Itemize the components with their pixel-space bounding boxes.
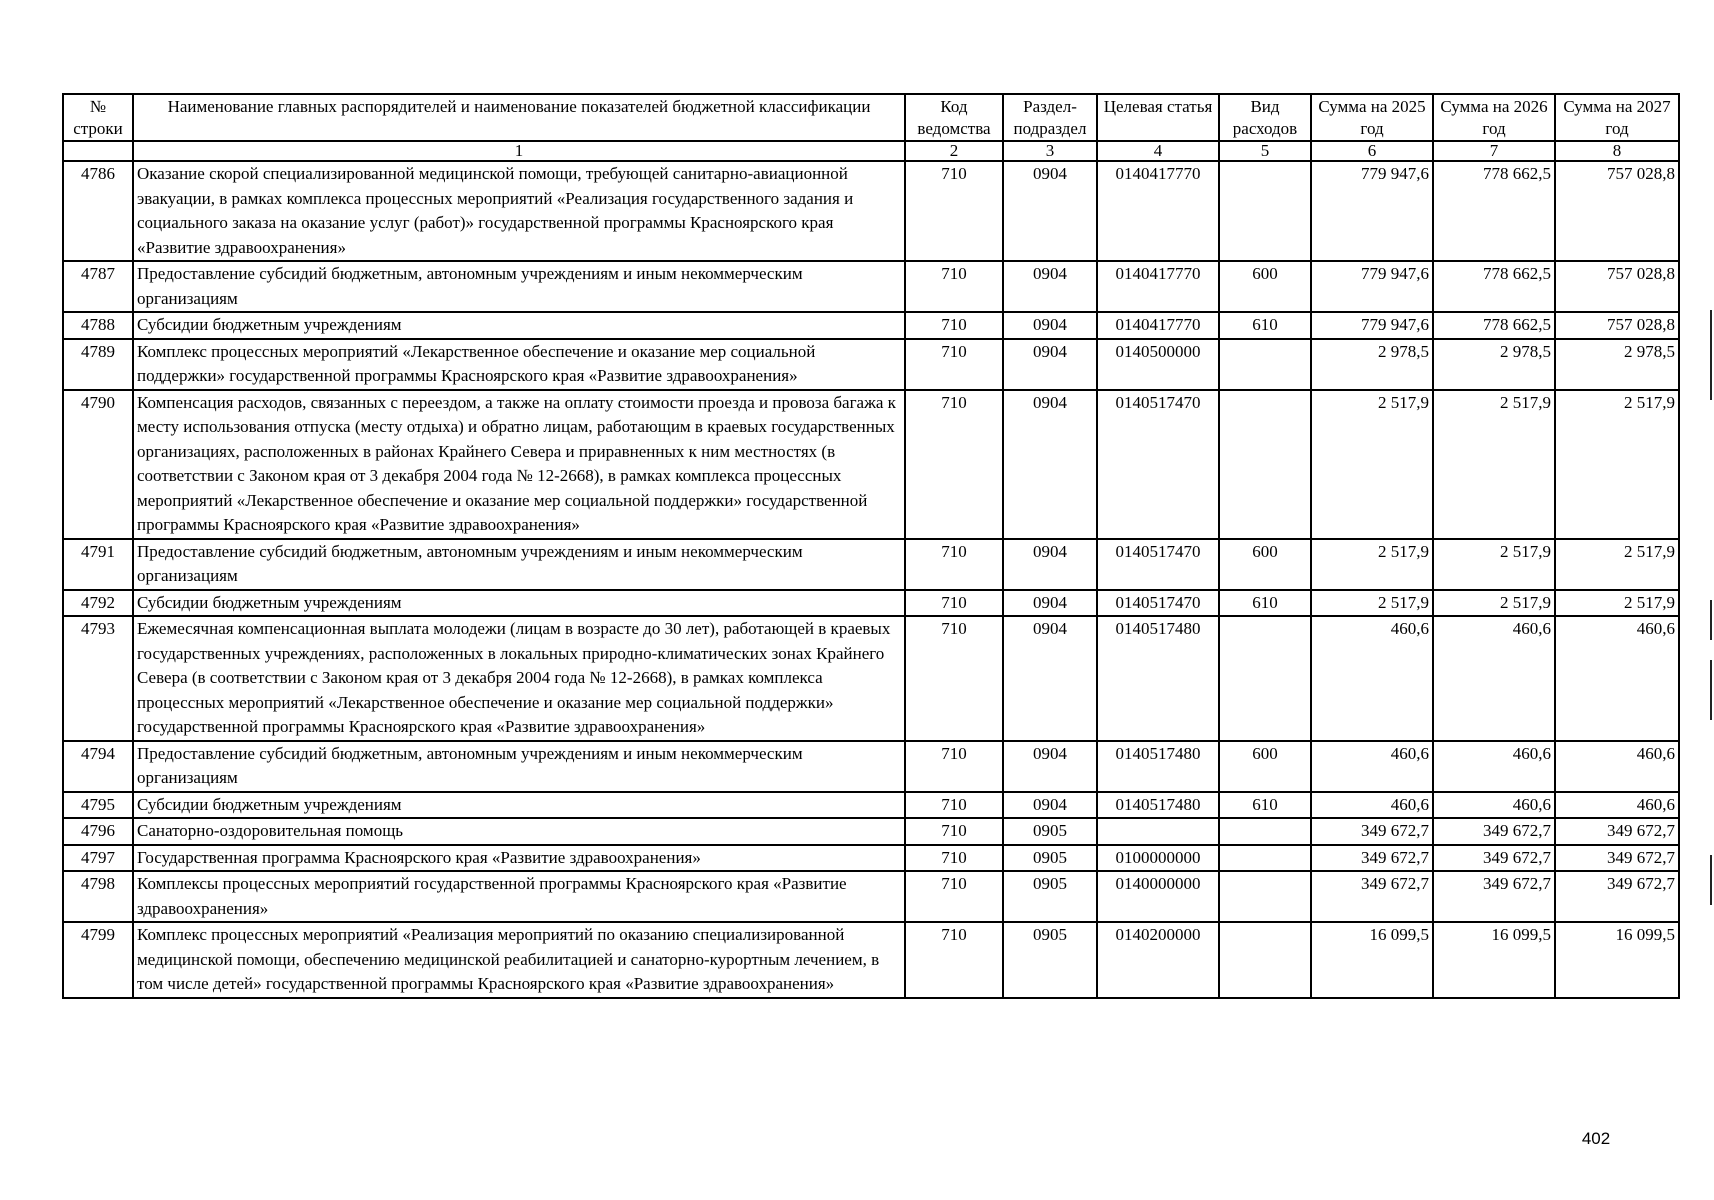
- header-sum-2025: Сумма на 2025 год: [1311, 94, 1433, 141]
- row-number: 4796: [63, 818, 133, 845]
- row-sum-2025: 2 517,9: [1311, 539, 1433, 590]
- row-target: 0140417770: [1097, 261, 1219, 312]
- row-dept-code: 710: [905, 390, 1003, 539]
- row-dept-code: 710: [905, 871, 1003, 922]
- row-sum-2026: 2 517,9: [1433, 390, 1555, 539]
- row-target: 0140417770: [1097, 312, 1219, 339]
- row-sum-2025: 460,6: [1311, 616, 1433, 741]
- table-row: [63, 922, 1679, 998]
- row-dept-code: 710: [905, 922, 1003, 998]
- row-section: 0904: [1003, 261, 1097, 312]
- row-sum-2027: 460,6: [1555, 792, 1679, 819]
- table-row: [63, 539, 1679, 590]
- row-dept-code: 710: [905, 792, 1003, 819]
- row-section: 0904: [1003, 741, 1097, 792]
- column-number: 1: [133, 141, 905, 161]
- row-section: 0905: [1003, 818, 1097, 845]
- row-sum-2027: 2 517,9: [1555, 539, 1679, 590]
- row-sum-2025: 16 099,5: [1311, 922, 1433, 998]
- row-sum-2027: 2 978,5: [1555, 339, 1679, 390]
- row-sum-2027: 460,6: [1555, 616, 1679, 741]
- row-name: Государственная программа Красноярского края «Развитие здравоохранения»: [133, 845, 905, 872]
- row-target: 0140000000: [1097, 871, 1219, 922]
- row-sum-2025: 779 947,6: [1311, 161, 1433, 261]
- row-name: Комплекс процессных мероприятий «Лекарственное обеспечение и оказание мер социальной поддержки» государственной программы Красноярского края «Развитие здравоохранения»: [133, 339, 905, 390]
- row-dept-code: 710: [905, 261, 1003, 312]
- row-name: Предоставление субсидий бюджетным, автономным учреждениям и иным некоммерческим организациям: [133, 741, 905, 792]
- row-expense-type: [1219, 922, 1311, 998]
- row-target: 0140500000: [1097, 339, 1219, 390]
- row-sum-2027: 349 672,7: [1555, 845, 1679, 872]
- column-number: 7: [1433, 141, 1555, 161]
- row-name: Комплексы процессных мероприятий государственной программы Красноярского края «Развитие здравоохранения»: [133, 871, 905, 922]
- row-target: 0140517470: [1097, 390, 1219, 539]
- row-sum-2026: 2 517,9: [1433, 539, 1555, 590]
- header-section: Раздел-подраздел: [1003, 94, 1097, 141]
- row-target: 0140517470: [1097, 539, 1219, 590]
- row-name: Комплекс процессных мероприятий «Реализация мероприятий по оказанию специализированной медицинской помощи, обеспечению медицинской реабилитацией и санаторно-курортным лечением, в том числе детей» государственной программы Красноярского края «Развитие здравоохранения»: [133, 922, 905, 998]
- row-sum-2025: 349 672,7: [1311, 871, 1433, 922]
- row-section: 0905: [1003, 871, 1097, 922]
- row-sum-2025: 460,6: [1311, 792, 1433, 819]
- row-dept-code: 710: [905, 312, 1003, 339]
- header-row: [63, 94, 1679, 141]
- row-name: Оказание скорой специализированной медицинской помощи, требующей санитарно-авиационной эвакуации, в рамках комплекса процессных мероприятий «Реализация государственного задания и социального заказа на оказание услуг (работ)» государственной программы Красноярского края «Развитие здравоохранения»: [133, 161, 905, 261]
- row-name: Предоставление субсидий бюджетным, автономным учреждениям и иным некоммерческим организациям: [133, 539, 905, 590]
- header-sum-2026: Сумма на 2026 год: [1433, 94, 1555, 141]
- row-sum-2027: 16 099,5: [1555, 922, 1679, 998]
- row-name: Субсидии бюджетным учреждениям: [133, 792, 905, 819]
- budget-table: [62, 93, 1680, 999]
- column-number: 2: [905, 141, 1003, 161]
- row-dept-code: 710: [905, 590, 1003, 617]
- header-sum-2027: Сумма на 2027 год: [1555, 94, 1679, 141]
- row-expense-type: [1219, 871, 1311, 922]
- table-row: [63, 616, 1679, 741]
- row-number: 4797: [63, 845, 133, 872]
- row-number: 4787: [63, 261, 133, 312]
- table-row: [63, 845, 1679, 872]
- row-expense-type: 610: [1219, 590, 1311, 617]
- header-name: Наименование главных распорядителей и наименование показателей бюджетной классификации: [133, 94, 905, 141]
- column-number: 3: [1003, 141, 1097, 161]
- row-number: 4790: [63, 390, 133, 539]
- row-expense-type: [1219, 390, 1311, 539]
- table-row: [63, 312, 1679, 339]
- row-sum-2026: 460,6: [1433, 792, 1555, 819]
- row-expense-type: 610: [1219, 792, 1311, 819]
- table-row: [63, 390, 1679, 539]
- row-name: Предоставление субсидий бюджетным, автономным учреждениям и иным некоммерческим организациям: [133, 261, 905, 312]
- row-sum-2025: 2 517,9: [1311, 390, 1433, 539]
- table-row: [63, 161, 1679, 261]
- row-sum-2027: 460,6: [1555, 741, 1679, 792]
- row-dept-code: 710: [905, 161, 1003, 261]
- row-expense-type: [1219, 161, 1311, 261]
- row-sum-2027: 757 028,8: [1555, 161, 1679, 261]
- row-number: 4786: [63, 161, 133, 261]
- row-sum-2026: 2 517,9: [1433, 590, 1555, 617]
- row-sum-2026: 2 978,5: [1433, 339, 1555, 390]
- row-target: 0140517480: [1097, 616, 1219, 741]
- row-number: 4794: [63, 741, 133, 792]
- row-sum-2026: 460,6: [1433, 741, 1555, 792]
- row-sum-2027: 349 672,7: [1555, 818, 1679, 845]
- row-target: 0140517480: [1097, 741, 1219, 792]
- row-number: 4795: [63, 792, 133, 819]
- row-expense-type: [1219, 339, 1311, 390]
- row-target: 0140517480: [1097, 792, 1219, 819]
- row-section: 0905: [1003, 845, 1097, 872]
- row-section: 0905: [1003, 922, 1097, 998]
- table-row: [63, 261, 1679, 312]
- row-section: 0904: [1003, 312, 1097, 339]
- scan-edge-mark: [1710, 660, 1712, 720]
- row-number: 4788: [63, 312, 133, 339]
- row-sum-2026: 778 662,5: [1433, 161, 1555, 261]
- table-row: [63, 792, 1679, 819]
- row-number: 4799: [63, 922, 133, 998]
- row-sum-2026: 778 662,5: [1433, 312, 1555, 339]
- row-section: 0904: [1003, 616, 1097, 741]
- header-dept-code: Код ведомства: [905, 94, 1003, 141]
- row-sum-2027: 2 517,9: [1555, 390, 1679, 539]
- row-section: 0904: [1003, 539, 1097, 590]
- row-name: Компенсация расходов, связанных с переездом, а также на оплату стоимости проезда и провоза багажа к месту использования отпуска (месту отдыха) и обратно лицам, работающим в краевых государственных организациях, расположенных в районах Крайнего Севера и приравненных к ним местностях (в соответствии с Законом края от 3 декабря 2004 года № 12-2668), в рамках комплекса процессных мероприятий «Лекарственное обеспечение и оказание мер социальной поддержки» государственной программы Красноярского края «Развитие здравоохранения»: [133, 390, 905, 539]
- row-name: Санаторно-оздоровительная помощь: [133, 818, 905, 845]
- row-expense-type: 600: [1219, 261, 1311, 312]
- row-target: [1097, 818, 1219, 845]
- row-name: Субсидии бюджетным учреждениям: [133, 312, 905, 339]
- row-number: 4792: [63, 590, 133, 617]
- row-sum-2025: 779 947,6: [1311, 261, 1433, 312]
- row-sum-2025: 349 672,7: [1311, 818, 1433, 845]
- row-target: 0140517470: [1097, 590, 1219, 617]
- row-sum-2027: 757 028,8: [1555, 261, 1679, 312]
- row-section: 0904: [1003, 590, 1097, 617]
- row-dept-code: 710: [905, 845, 1003, 872]
- row-section: 0904: [1003, 339, 1097, 390]
- row-sum-2027: 349 672,7: [1555, 871, 1679, 922]
- row-dept-code: 710: [905, 539, 1003, 590]
- row-number: 4793: [63, 616, 133, 741]
- column-number: 4: [1097, 141, 1219, 161]
- table-row: [63, 741, 1679, 792]
- row-sum-2026: 349 672,7: [1433, 818, 1555, 845]
- row-dept-code: 710: [905, 616, 1003, 741]
- row-section: 0904: [1003, 792, 1097, 819]
- row-target: 0100000000: [1097, 845, 1219, 872]
- column-number-row: [63, 141, 1679, 161]
- row-target: 0140200000: [1097, 922, 1219, 998]
- row-dept-code: 710: [905, 818, 1003, 845]
- row-sum-2025: 460,6: [1311, 741, 1433, 792]
- table-body: [63, 161, 1679, 998]
- row-expense-type: 610: [1219, 312, 1311, 339]
- column-number: [63, 141, 133, 161]
- row-dept-code: 710: [905, 339, 1003, 390]
- row-number: 4789: [63, 339, 133, 390]
- scan-edge-mark: [1710, 310, 1712, 400]
- row-number: 4798: [63, 871, 133, 922]
- row-section: 0904: [1003, 390, 1097, 539]
- row-expense-type: [1219, 845, 1311, 872]
- header-target: Целевая статья: [1097, 94, 1219, 141]
- row-name: Ежемесячная компенсационная выплата молодежи (лицам в возрасте до 30 лет), работающей в краевых государственных учреждениях, расположенных в локальных природно-климатических зонах Крайнего Севера (в соответствии с Законом края от 3 декабря 2004 года № 12-2668), в рамках комплекса процессных мероприятий «Лекарственное обеспечение и оказание мер социальной поддержки» государственной программы Красноярского края «Развитие здравоохранения»: [133, 616, 905, 741]
- row-sum-2026: 16 099,5: [1433, 922, 1555, 998]
- row-sum-2027: 2 517,9: [1555, 590, 1679, 617]
- row-expense-type: [1219, 616, 1311, 741]
- row-sum-2025: 2 517,9: [1311, 590, 1433, 617]
- table-row: [63, 590, 1679, 617]
- page-number: 402: [1581, 1129, 1611, 1148]
- scan-edge-mark: [1710, 600, 1712, 640]
- row-sum-2026: 460,6: [1433, 616, 1555, 741]
- row-number: 4791: [63, 539, 133, 590]
- row-sum-2026: 349 672,7: [1433, 845, 1555, 872]
- row-expense-type: 600: [1219, 741, 1311, 792]
- row-sum-2026: 778 662,5: [1433, 261, 1555, 312]
- row-sum-2026: 349 672,7: [1433, 871, 1555, 922]
- column-number: 5: [1219, 141, 1311, 161]
- row-sum-2025: 2 978,5: [1311, 339, 1433, 390]
- row-sum-2027: 757 028,8: [1555, 312, 1679, 339]
- header-expense-type: Вид расходов: [1219, 94, 1311, 141]
- column-number: 8: [1555, 141, 1679, 161]
- row-sum-2025: 349 672,7: [1311, 845, 1433, 872]
- row-target: 0140417770: [1097, 161, 1219, 261]
- scan-edge-mark: [1710, 855, 1712, 905]
- row-dept-code: 710: [905, 741, 1003, 792]
- table-row: [63, 871, 1679, 922]
- table-header: [63, 94, 1679, 161]
- row-sum-2025: 779 947,6: [1311, 312, 1433, 339]
- table-row: [63, 818, 1679, 845]
- row-name: Субсидии бюджетным учреждениям: [133, 590, 905, 617]
- row-section: 0904: [1003, 161, 1097, 261]
- table-row: [63, 339, 1679, 390]
- header-row-no: № строки: [63, 94, 133, 141]
- row-expense-type: [1219, 818, 1311, 845]
- column-number: 6: [1311, 141, 1433, 161]
- row-expense-type: 600: [1219, 539, 1311, 590]
